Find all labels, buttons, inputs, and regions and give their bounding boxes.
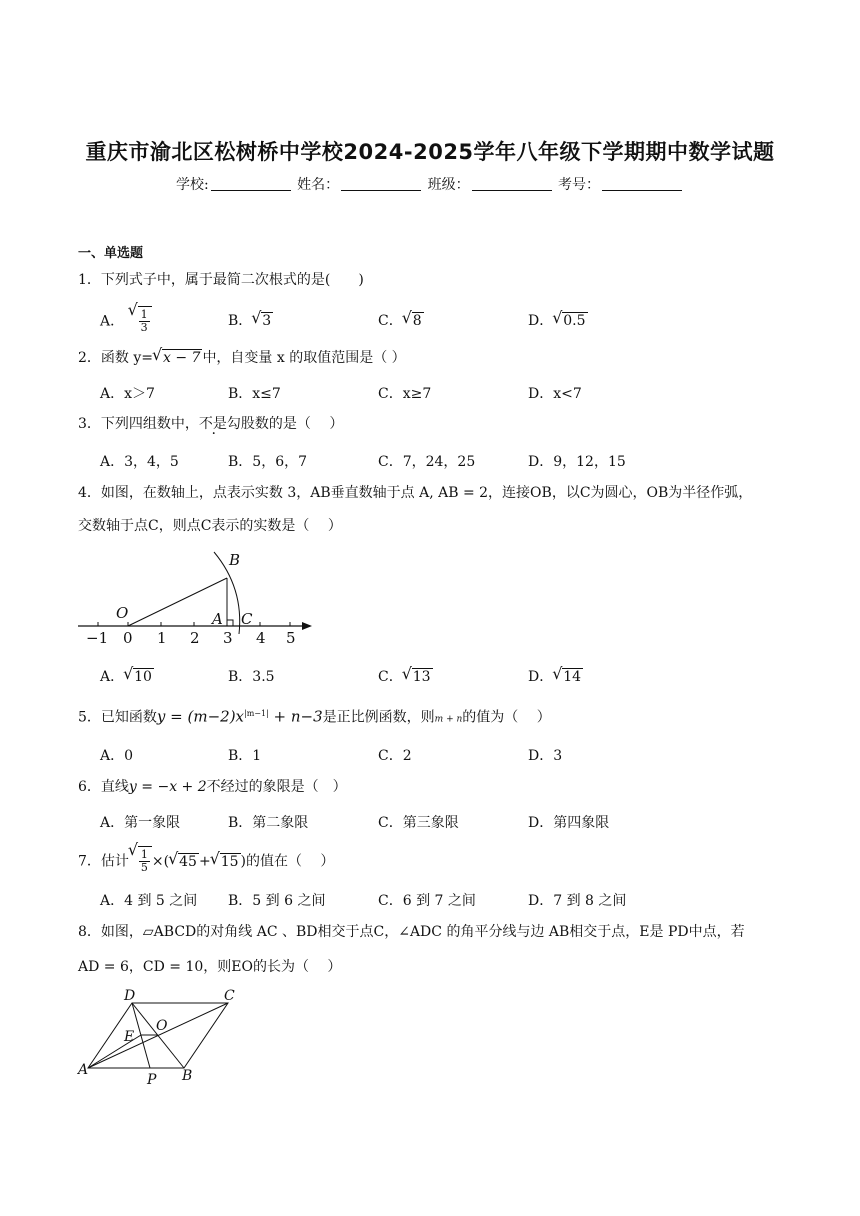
q2-option-b: B．x≤7 [228,386,281,402]
q4-option-d: D．√ 14 [528,666,583,686]
q1-option-a: A． √ $\frac{1}{3}$ [100,306,152,334]
q3-option-d: D．9，12，15 [528,454,626,470]
q6-option-d: D．第四象限 [528,815,610,831]
fig8-label-e: E [124,1029,135,1045]
q7-option-c: C．6 到 7 之间 [378,893,476,909]
q5-option-c: C．2 [378,748,412,764]
q7-option-b: B．5 到 6 之间 [228,893,326,909]
fig4-label-o: O [116,604,129,622]
fig8-label-b: B [182,1068,193,1084]
q6-option-b: B．第二象限 [228,815,309,831]
school-blank[interactable] [211,176,291,191]
q3-option-c: C．7，24，25 [378,454,476,470]
q2-option-a: A．x＞7 [100,386,155,402]
question-3-stem: 3．下列四组数中，不是勾股数的是（ ） [78,416,344,432]
q1-option-b: B．√ 3 [228,310,273,330]
q5-option-b: B．1 [228,748,262,764]
question-8-line-1: 8．如图，▱ABCD的对角线 AC 、BD相交于点C，∠ADC 的角平分线与边 AB相交于点，E是 PD中点，若 [78,924,745,940]
q4-option-c: C．√ 13 [378,666,433,686]
student-info-row [0,174,860,194]
q8-parallelogram-figure [74,988,254,1088]
q4-option-a: A．√ 10 [100,666,154,686]
question-1-stem: 1．下列式子中，属于最简二次根式的是( ) [78,272,364,288]
number-blank[interactable] [602,176,682,191]
q6-option-c: C．第三象限 [378,815,459,831]
name-blank[interactable] [341,176,421,191]
q7-option-d: D．7 到 8 之间 [528,893,627,909]
fig8-label-o: O [156,1018,168,1034]
question-4-line-1: 4．如图，在数轴上，点表示实数 3，AB垂直数轴于点 A, AB = 2，连接OB，以C为圆心，OB为半径作弧， [78,485,753,501]
fig4-tick-4: 4 [256,629,266,647]
fig4-label-b: B [229,551,241,569]
fig4-tick--1: −1 [86,629,109,647]
class-blank[interactable] [472,176,552,191]
q4-option-b: B．3.5 [228,669,275,685]
q3-option-a: A．3，4，5 [100,454,179,470]
q6-option-a: A．第一象限 [100,815,181,831]
section-heading: 一、单选题 [78,246,144,261]
q7-option-a: A．4 到 5 之间 [100,893,198,909]
fig8-label-a: A [78,1062,89,1078]
q1-option-c: C．√ 8 [378,310,424,330]
page-title: 重庆市渝北区松树桥中学校2024-2025学年八年级下学期期中数学试题 [85,140,775,164]
fig8-label-d: D [124,988,136,1004]
fig4-tick-5: 5 [286,629,296,647]
question-2-stem: 2．函数 y=√ x − 7 中，自变量 x 的取值范围是（ ） [78,346,406,370]
question-4-line-2: 交数轴于点C，则点C表示的实数是（ ） [78,518,342,534]
q5-option-a: A．0 [100,748,134,764]
question-6-stem: 6．直线y = −x + 2不经过的象限是（ ） [78,779,347,795]
q1-option-d: D．√ 0.5 [528,310,588,330]
question-7-stem: 7．估计 √ $\frac{1}{5}$ ×(√ 45 +√ 15 )的值在（ ） [78,846,334,874]
fig8-label-p: P [147,1072,157,1088]
q5-option-d: D．3 [528,748,563,764]
school-label: 学校: [175,177,209,193]
name-label: 姓名： [297,177,340,193]
class-label: 班级： [427,177,470,193]
q3-option-b: B．5，6，7 [228,454,308,470]
number-label: 考号： [558,177,601,193]
fig4-label-a: A [212,610,223,628]
fig4-tick-0: 0 [123,629,133,647]
fig8-label-c: C [224,988,235,1004]
fig4-tick-3: 3 [223,629,233,647]
fig4-label-c: C [241,610,253,628]
q2-option-c: C．x≥7 [378,386,432,402]
q2-option-d: D．x<7 [528,386,582,402]
question-5-stem: 5．已知函数$y = (m-2)x^{|m-1|} + n-3$是正比例函数，则m + n的值为（ ） [78,707,551,726]
q4-number-line-figure [74,548,324,648]
fig4-tick-1: 1 [157,629,167,647]
fig4-tick-2: 2 [190,629,200,647]
question-8-line-2: AD = 6，CD = 10，则EO的长为（ ） [78,959,342,975]
